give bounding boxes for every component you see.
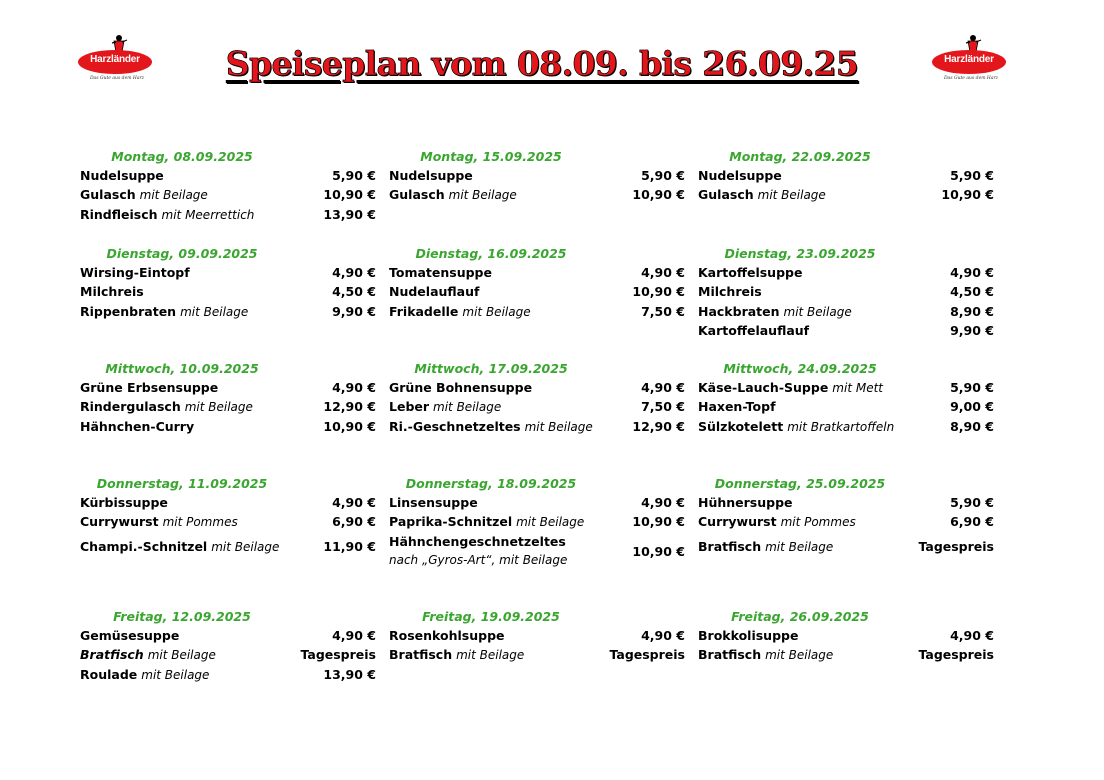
menu-item	[389, 417, 689, 436]
day-block	[698, 607, 998, 665]
menu-item	[698, 302, 998, 321]
dish-side: mit Beilage	[765, 539, 834, 554]
day-block	[80, 244, 380, 321]
dish-price: 10,90 €	[941, 187, 994, 203]
menu-item	[389, 512, 689, 531]
dish-price: 6,90 €	[950, 514, 994, 530]
menu-item	[80, 493, 380, 512]
day-block	[698, 244, 998, 341]
day-block	[389, 147, 689, 205]
logo-badge	[932, 50, 1006, 74]
dish-price: 4,90 €	[950, 628, 994, 643]
dish-price: 13,90 €	[323, 206, 376, 222]
day-heading: Montag, 15.09.2025	[420, 149, 562, 164]
day-heading: Dienstag, 16.09.2025	[415, 246, 567, 261]
dish-price: 4,50 €	[950, 284, 994, 300]
dish-side: mit Beilage	[147, 648, 216, 663]
dish-name: Nudelsuppe	[389, 168, 473, 183]
menu-item	[698, 493, 998, 512]
dish-side: mit Beilage	[211, 539, 280, 554]
dish-price: 4,90 €	[332, 628, 376, 643]
dish-name: Käse-Lauch-Suppe	[698, 380, 829, 395]
dish-side: nach „Gyros-Art“, mit Beilage	[389, 552, 568, 567]
dish-price: 5,90 €	[950, 168, 994, 183]
dish-price: 10,90 €	[632, 284, 685, 300]
menu-item	[80, 282, 380, 301]
dish-price: 4,50 €	[332, 284, 376, 300]
dish-side: mit Beilage	[433, 400, 502, 415]
logo-tagline: Das Gute aus dem Harz	[943, 76, 999, 81]
day-heading: Mittwoch, 24.09.2025	[723, 361, 877, 376]
day-block	[80, 147, 380, 224]
menu-item	[389, 263, 689, 282]
dish-price: 5,90 €	[641, 168, 685, 183]
dish-name: Nudelauflauf	[389, 284, 480, 300]
logo-brand: Harzländer	[944, 54, 994, 65]
dish-price: 4,90 €	[332, 265, 376, 280]
dish-side: mit Pommes	[162, 515, 238, 530]
menu-item	[389, 626, 689, 645]
day-heading: Montag, 08.09.2025	[111, 149, 253, 164]
menu-item	[80, 166, 380, 185]
dish-price: 4,90 €	[641, 380, 685, 395]
dish-name: Grüne Bohnensuppe	[389, 380, 533, 395]
day-block	[389, 474, 689, 570]
dish-name: Rindergulasch	[80, 399, 181, 415]
dish-side: mit Beilage	[524, 419, 593, 434]
dish-side: mit Beilage	[516, 515, 585, 530]
dish-name: Kürbissuppe	[80, 495, 168, 510]
dish-name: Hühnersuppe	[698, 495, 793, 510]
dish-name: Paprika-Schnitzel	[389, 514, 513, 530]
dish-price: 8,90 €	[950, 303, 994, 319]
dish-name: Nudelsuppe	[80, 168, 164, 183]
menu-item	[698, 512, 998, 531]
menu-item	[80, 665, 380, 684]
menu-item	[80, 263, 380, 282]
dish-name: Milchreis	[698, 284, 762, 300]
dish-price: 10,90 €	[323, 418, 376, 434]
dish-price: Tagespreis	[300, 647, 376, 663]
day-heading: Mittwoch, 10.09.2025	[105, 361, 259, 376]
dish-price: 5,90 €	[950, 380, 994, 395]
dish-side: mit Beilage	[757, 188, 826, 203]
menu-item	[80, 626, 380, 645]
dish-price: Tagespreis	[918, 538, 994, 554]
dish-name: Currywurst	[698, 514, 777, 530]
day-block	[698, 359, 998, 436]
dish-side: mit Beilage	[139, 188, 208, 203]
day-heading: Dienstag, 23.09.2025	[724, 246, 876, 261]
dish-side: mit Meerrettich	[161, 207, 255, 222]
day-block	[80, 359, 380, 436]
dish-name: Gulasch	[389, 187, 445, 203]
dish-price: 10,90 €	[632, 543, 685, 559]
menu-item	[389, 397, 689, 416]
menu-item	[698, 532, 998, 561]
dish-price: 4,90 €	[641, 628, 685, 643]
day-block	[389, 359, 689, 436]
dish-price: 9,90 €	[950, 323, 994, 339]
dish-price: 7,50 €	[641, 303, 685, 319]
menu-item	[80, 417, 380, 436]
day-heading: Freitag, 19.09.2025	[422, 609, 560, 624]
dish-side: mit Bratkartoffeln	[787, 419, 895, 434]
dish-name: Bratfisch	[389, 647, 453, 663]
harzlaender-logo-right	[930, 34, 1008, 88]
day-block	[389, 244, 689, 321]
dish-name: Gemüsesuppe	[80, 628, 180, 643]
dish-price: 7,50 €	[641, 399, 685, 415]
dish-side: mit Beilage	[141, 667, 210, 682]
dish-name: Bratfisch	[80, 647, 144, 663]
harzlaender-logo-left	[76, 34, 154, 88]
dish-price: 12,90 €	[632, 418, 685, 434]
dish-price: 10,90 €	[632, 514, 685, 530]
dish-price: 10,90 €	[323, 187, 376, 203]
day-heading: Donnerstag, 18.09.2025	[405, 476, 577, 491]
dish-price: 4,90 €	[950, 265, 994, 280]
menu-item	[389, 378, 689, 397]
menu-item	[80, 532, 380, 561]
dish-side: mit Pommes	[780, 515, 856, 530]
day-block	[698, 474, 998, 561]
dish-price: 8,90 €	[950, 418, 994, 434]
dish-price: Tagespreis	[609, 647, 685, 663]
day-heading: Donnerstag, 11.09.2025	[96, 476, 268, 491]
dish-price: 5,90 €	[950, 495, 994, 510]
menu-item	[698, 645, 998, 664]
dish-name: Brokkolisuppe	[698, 628, 799, 643]
menu-item	[698, 185, 998, 204]
dish-name: Rindfleisch	[80, 206, 158, 222]
dish-price: 4,90 €	[641, 495, 685, 510]
dish-side: mit Beilage	[448, 188, 517, 203]
dish-price: Tagespreis	[918, 647, 994, 663]
menu-item	[698, 282, 998, 301]
dish-name: Leber	[389, 399, 430, 415]
dish-side: mit Beilage	[180, 304, 249, 319]
dish-name: Hähnchen-Curry	[80, 418, 195, 434]
menu-item	[698, 626, 998, 645]
dish-name: Grüne Erbsensuppe	[80, 380, 219, 395]
menu-item	[80, 397, 380, 416]
dish-price: 11,90 €	[323, 538, 376, 554]
menu-item	[389, 493, 689, 512]
day-heading: Mittwoch, 17.09.2025	[414, 361, 568, 376]
dish-price: 5,90 €	[332, 168, 376, 183]
logo-tagline: Das Gute aus dem Harz	[89, 76, 145, 81]
dish-price: 10,90 €	[632, 187, 685, 203]
dish-name: Currywurst	[80, 514, 159, 530]
day-heading: Dienstag, 09.09.2025	[106, 246, 258, 261]
menu-item	[80, 185, 380, 204]
dish-name: Wirsing-Eintopf	[80, 265, 190, 280]
dish-price: 9,00 €	[950, 399, 994, 415]
menu-item	[389, 166, 689, 185]
dish-name: Milchreis	[80, 284, 144, 300]
menu-item	[80, 645, 380, 664]
day-heading: Donnerstag, 25.09.2025	[714, 476, 886, 491]
dish-name: Hähnchengeschnetzeltes	[389, 533, 566, 549]
dish-name: Linsensuppe	[389, 495, 478, 510]
menu-item	[698, 417, 998, 436]
menu-item	[389, 645, 689, 664]
logo-badge	[78, 50, 152, 74]
dish-side: mit Beilage	[456, 648, 525, 663]
day-block	[698, 147, 998, 205]
menu-item	[389, 532, 689, 570]
dish-name: Roulade	[80, 666, 138, 682]
dish-name: Rippenbraten	[80, 303, 177, 319]
dish-name: Sülzkotelett	[698, 418, 784, 434]
menu-item	[80, 512, 380, 531]
dish-name: Rosenkohlsuppe	[389, 628, 505, 643]
dish-price: 6,90 €	[332, 514, 376, 530]
dish-name: Haxen-Topf	[698, 399, 776, 415]
dish-side: mit Beilage	[765, 648, 834, 663]
dish-side: mit Beilage	[184, 400, 253, 415]
dish-name: Tomatensuppe	[389, 265, 492, 280]
dish-name: Gulasch	[698, 187, 754, 203]
dish-price: 4,90 €	[641, 265, 685, 280]
dish-name: Hackbraten	[698, 303, 780, 319]
menu-item	[389, 302, 689, 321]
dish-price: 12,90 €	[323, 399, 376, 415]
dish-name: Bratfisch	[698, 647, 762, 663]
dish-name: Ri.-Geschnetzeltes	[389, 418, 521, 434]
page-title: Speiseplan vom 08.09. bis 26.09.25	[225, 44, 859, 83]
dish-name: Frikadelle	[389, 303, 459, 319]
menu-item	[80, 302, 380, 321]
dish-name: Nudelsuppe	[698, 168, 782, 183]
dish-side: mit Beilage	[462, 304, 531, 319]
menu-item	[698, 263, 998, 282]
dish-price: 4,90 €	[332, 380, 376, 395]
dish-name: Kartoffelsuppe	[698, 265, 803, 280]
logo-brand: Harzländer	[90, 54, 140, 65]
menu-item	[389, 282, 689, 301]
day-heading: Freitag, 26.09.2025	[731, 609, 869, 624]
menu-item	[80, 378, 380, 397]
dish-name: Champi.-Schnitzel	[80, 538, 208, 554]
day-heading: Freitag, 12.09.2025	[113, 609, 251, 624]
menu-item	[389, 185, 689, 204]
dish-price: 9,90 €	[332, 303, 376, 319]
menu-item	[698, 378, 998, 397]
menu-item	[80, 205, 380, 224]
dish-side: mit Mett	[832, 381, 883, 395]
dish-price: 13,90 €	[323, 666, 376, 682]
dish-name: Bratfisch	[698, 538, 762, 554]
menu-item	[698, 166, 998, 185]
day-block	[389, 607, 689, 665]
dish-name: Kartoffelauflauf	[698, 323, 810, 339]
dish-name: Gulasch	[80, 187, 136, 203]
dish-price: 4,90 €	[332, 495, 376, 510]
day-heading: Montag, 22.09.2025	[729, 149, 871, 164]
dish-side: mit Beilage	[783, 304, 852, 319]
day-block	[80, 607, 380, 684]
day-block	[80, 474, 380, 561]
menu-item	[698, 321, 998, 340]
menu-item	[698, 397, 998, 416]
